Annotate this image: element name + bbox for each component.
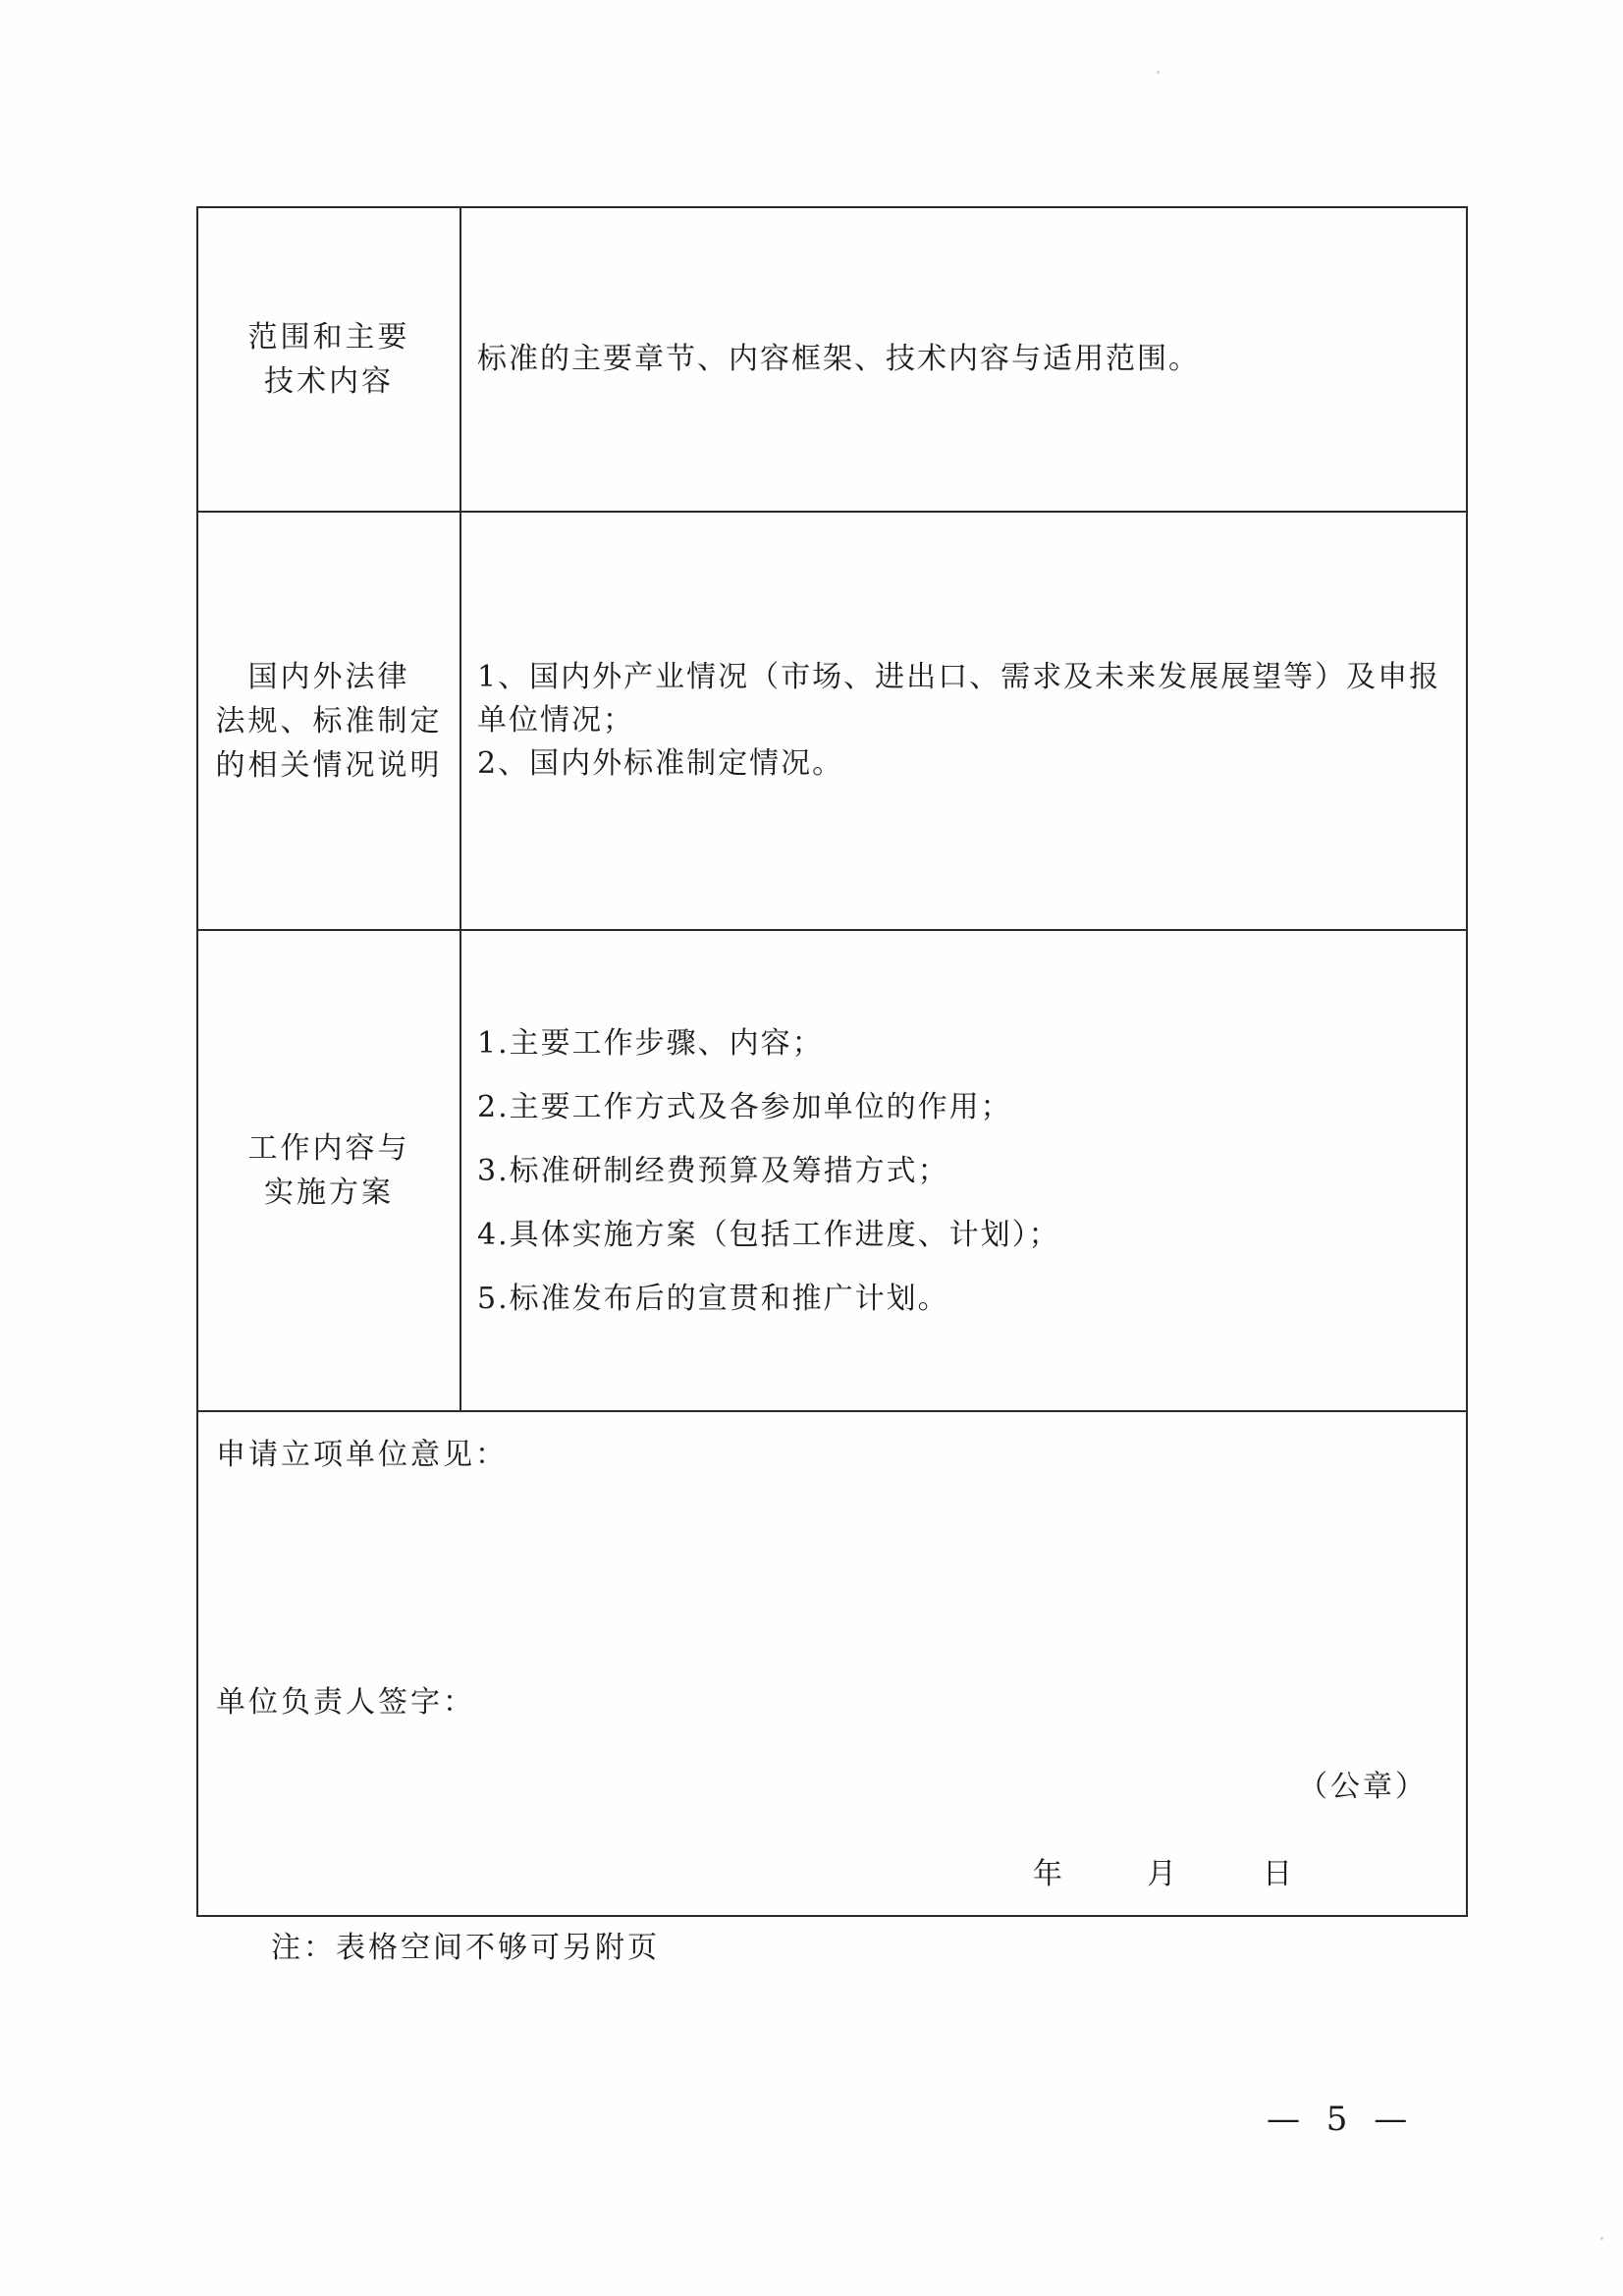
scope-label-cell — [197, 207, 460, 512]
application-form-table — [196, 206, 1468, 1917]
law-row — [197, 512, 1467, 930]
scope-label-line-2: 技术内容 — [264, 364, 394, 399]
page-number: — 5 — — [1267, 2100, 1416, 2139]
opinion-cell — [197, 1411, 1467, 1916]
work-item-3: 3.标准研制经费预算及筹措方式； — [477, 1153, 949, 1188]
date-day-label: 日 — [1263, 1857, 1292, 1891]
scan-speck — [1157, 71, 1160, 74]
work-item-5: 5.标准发布后的宣贯和推广计划。 — [477, 1281, 949, 1316]
law-content-line-1: 1、国内外产业情况（市场、进出口、需求及未来发展展望等）及申报 — [477, 660, 1441, 694]
work-label-line-2: 实施方案 — [264, 1175, 394, 1210]
footnote: 注：表格空间不够可另附页 — [271, 1931, 660, 1965]
scope-content: 标准的主要章节、内容框架、技术内容与适用范围。 — [477, 342, 1200, 376]
scope-content-cell — [460, 207, 1467, 512]
law-label-line-1: 国内外法律 — [247, 659, 410, 694]
date-year-label: 年 — [1033, 1857, 1062, 1891]
opinion-title: 申请立项单位意见： — [216, 1438, 508, 1472]
scope-label-line-1: 范围和主要 — [247, 320, 410, 355]
law-content-line-2: 单位情况； — [477, 703, 634, 738]
date-month-label: 月 — [1147, 1857, 1176, 1891]
law-label-cell — [197, 512, 460, 930]
scan-speck — [1600, 2237, 1603, 2240]
signature-label: 单位负责人签字： — [216, 1685, 475, 1720]
scope-row — [197, 207, 1467, 512]
seal-label: （公章） — [1298, 1770, 1428, 1804]
law-label-line-2: 法规、标准制定 — [215, 703, 443, 738]
work-item-1: 1.主要工作步骤、内容； — [477, 1025, 824, 1061]
opinion-row — [197, 1411, 1467, 1916]
work-item-2: 2.主要工作方式及各参加单位的作用； — [477, 1089, 1012, 1124]
work-row — [197, 930, 1467, 1411]
work-label-cell — [197, 930, 460, 1411]
law-content-line-3: 2、国内外标准制定情况。 — [477, 746, 844, 781]
law-content-cell — [460, 512, 1467, 930]
work-label-line-1: 工作内容与 — [247, 1131, 410, 1166]
work-item-4: 4.具体实施方案（包括工作进度、计划）； — [477, 1217, 1060, 1252]
law-label-line-3: 的相关情况说明 — [215, 747, 443, 783]
work-content-cell — [460, 930, 1467, 1411]
